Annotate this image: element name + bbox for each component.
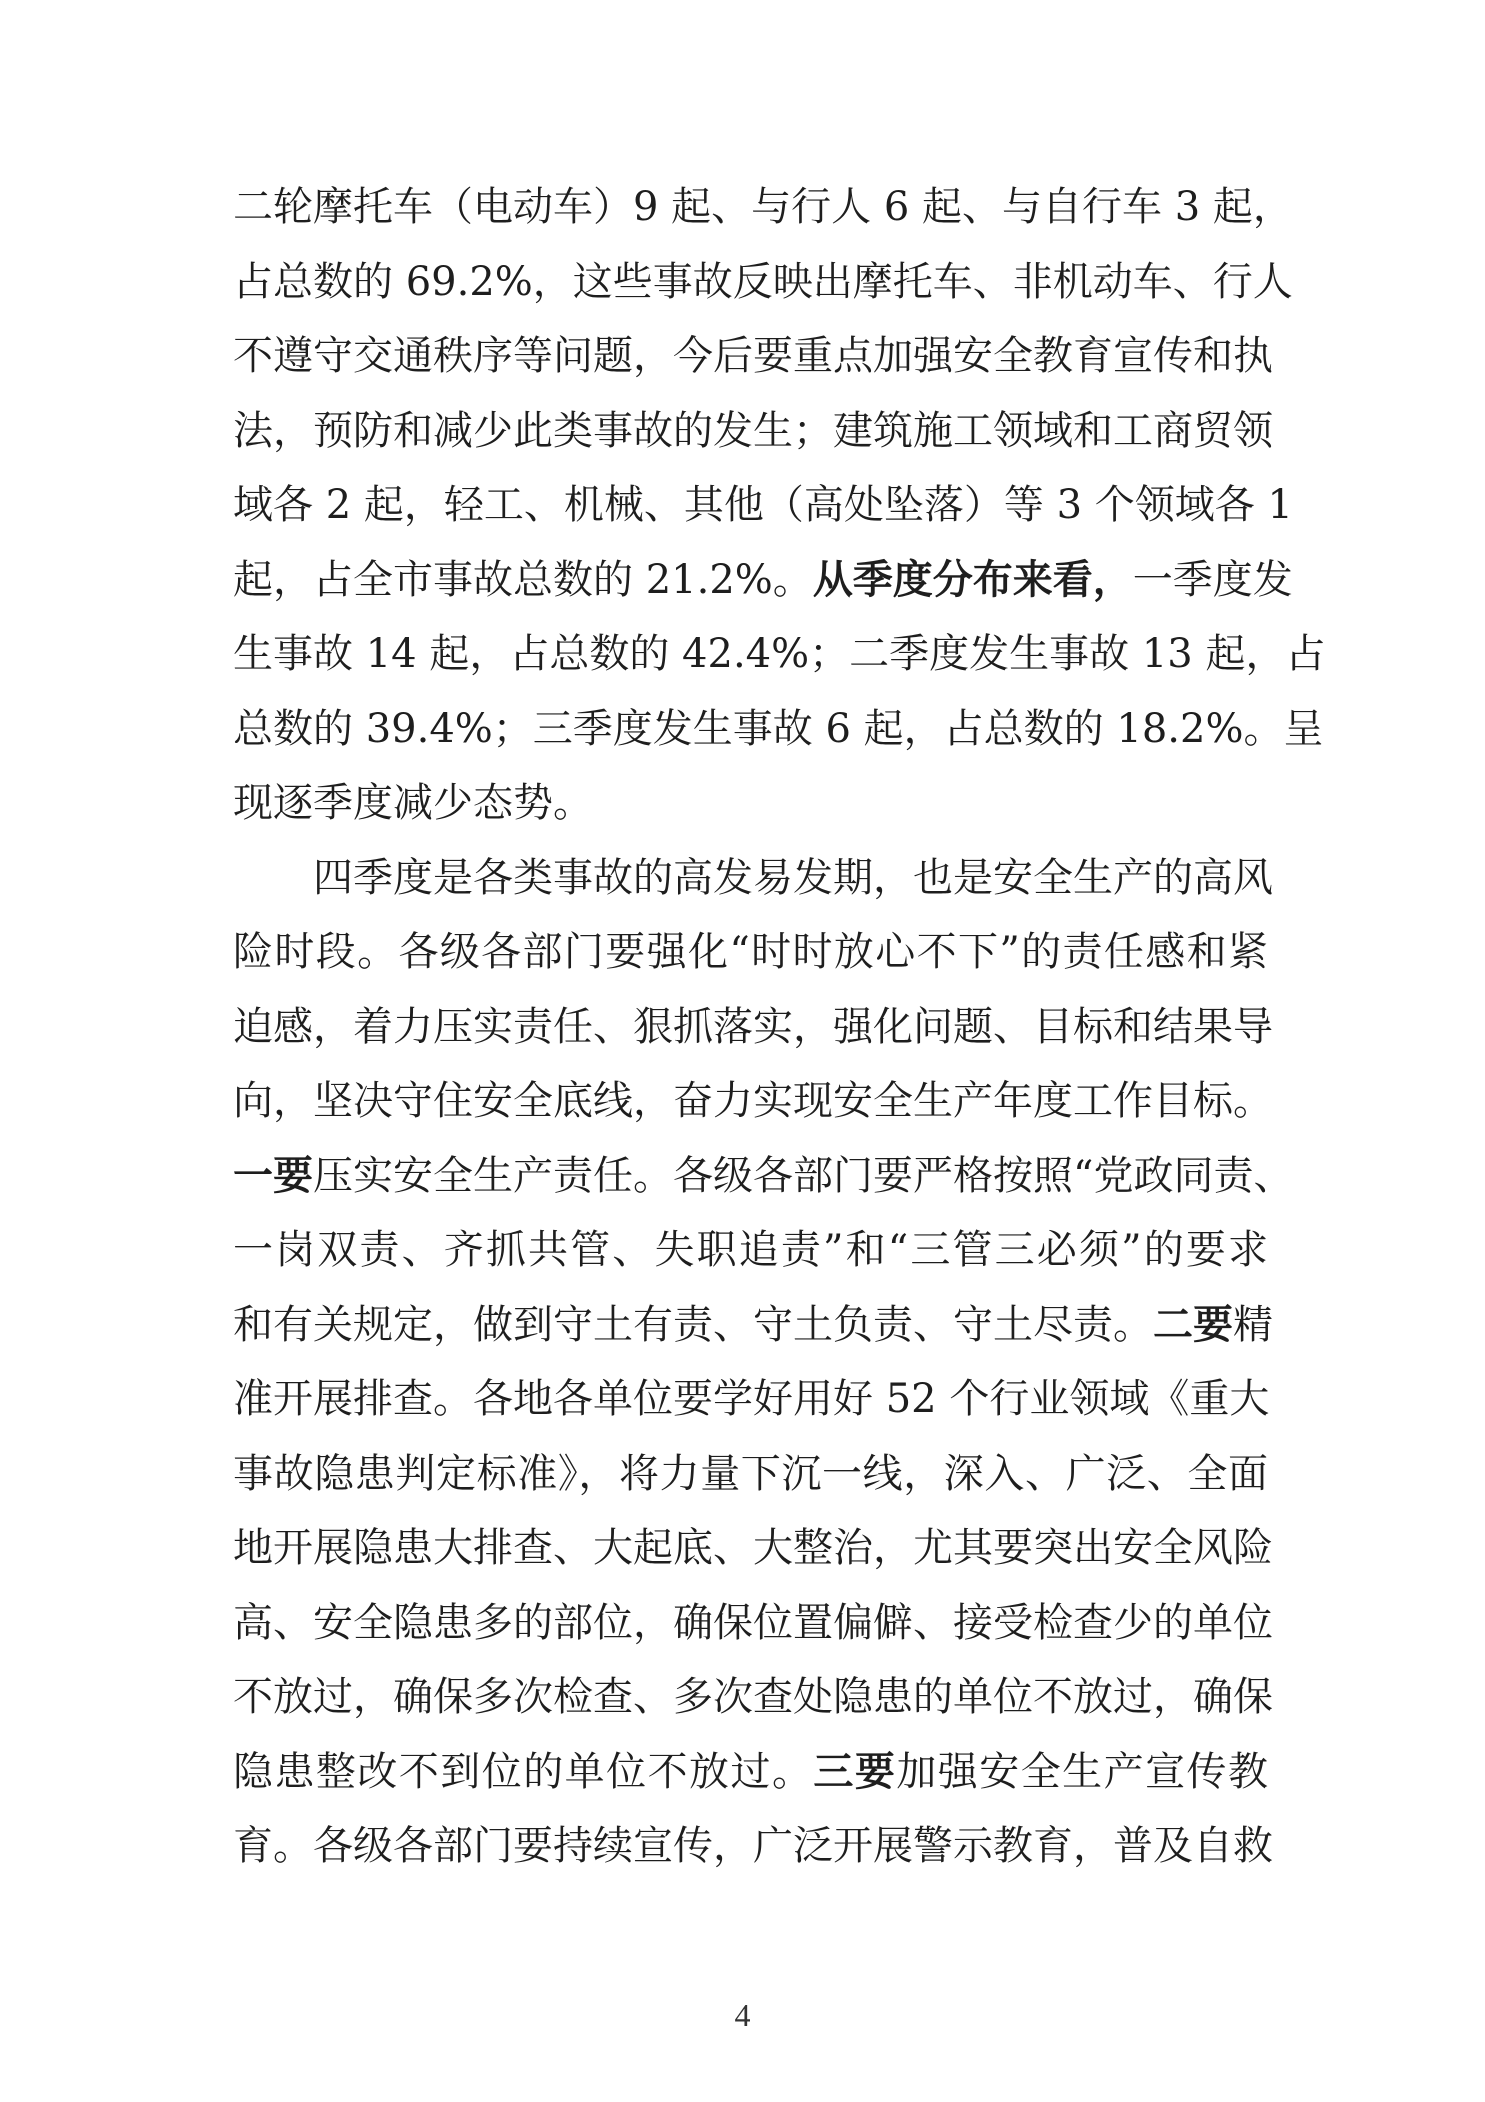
text-segment: 准开展排查。各地各单位要学好用好 52 个行业领域《重大 [233,1376,1270,1422]
text-line [233,1064,1273,1139]
text-line [233,1735,1268,1810]
text-segment: 精 [1233,1301,1273,1348]
text-line [233,692,1324,767]
text-line [233,841,1273,916]
text-segment: 一季度发 [1132,556,1293,603]
text-segment: 育。各级各部门要持续宣传，广泛开展警示教育，普及自救 [233,1823,1273,1869]
text-segment: 一岗双责、齐抓共管、失职追责”和“三管三必须”的要求 [233,1227,1268,1273]
text-line [233,394,1273,469]
text-segment: 不放过，确保多次检查、多次查处隐患的单位不放过，确保 [233,1674,1273,1720]
text-line [233,990,1273,1065]
text-segment: 高、安全隐患多的部位，确保位置偏僻、接受检查少的单位 [233,1599,1273,1646]
text-line [233,1586,1273,1661]
text-line [233,1511,1273,1586]
text-segment: 生事故 14 起，占总数的 42.4%；二季度发生事故 13 起，占 [233,631,1326,677]
text-segment: 迫感，着力压实责任、狠抓落实，强化问题、目标和结果导 [233,1003,1273,1050]
text-line [233,1362,1268,1437]
text-segment: 隐患整改不到位的单位不放过。 [233,1748,814,1795]
bold-text-segment: 从季度分布来看， [812,555,1133,603]
text-segment: 二轮摩托车（电动车）9 起、与行人 6 起、与自行车 3 起， [233,184,1293,230]
text-segment: 向，坚决守住安全底线，奋力实现安全生产年度工作目标。 [233,1078,1273,1124]
text-line [233,1288,1273,1363]
text-line [233,1809,1273,1884]
text-line [233,915,1268,990]
text-line [233,1213,1268,1288]
text-segment: 和有关规定，做到守土有责、守土负责、守土尽责。 [233,1301,1153,1348]
text-segment: 起，占全市事故总数的 21.2%。 [233,556,813,603]
text-segment: 事故隐患判定标准》，将力量下沉一线，深入、广泛、全面 [233,1450,1268,1497]
text-line [233,468,1293,543]
page-number: 4 [734,1997,751,2033]
text-segment: 四季度是各类事故的高发易发期，也是安全生产的高风 [313,854,1273,901]
text-line [233,245,1293,320]
text-segment: 域各 2 起，轻工、机械、其他（高处坠落）等 3 个领域各 1 [233,482,1293,528]
text-line [233,617,1326,692]
text-line [233,1437,1268,1512]
bold-text-segment: 三要 [813,1747,897,1795]
text-segment: 不遵守交通秩序等问题，今后要重点加强安全教育宣传和执 [233,333,1273,379]
text-line [233,1139,1294,1214]
text-segment: 总数的 39.4%；三季度发生事故 6 起，占总数的 18.2%。呈 [233,705,1324,752]
text-segment: 压实安全生产责任。各级各部门要严格按照“党政同责、 [313,1152,1294,1199]
body-text [233,170,1326,1884]
text-segment: 地开展隐患大排查、大起底、大整治，尤其要突出安全风险 [233,1525,1273,1571]
text-segment: 现逐季度减少态势。 [233,780,593,826]
text-segment: 法，预防和减少此类事故的发生；建筑施工领域和工商贸领 [233,407,1273,454]
text-line [233,170,1293,245]
text-line [233,766,1268,841]
text-segment: 加强安全生产宣传教 [896,1748,1269,1795]
text-segment: 险时段。各级各部门要强化“时时放心不下”的责任感和紧 [233,929,1268,975]
text-segment: 占总数的 69.2%，这些事故反映出摩托车、非机动车、行人 [233,258,1293,305]
text-line [233,1660,1273,1735]
bold-text-segment: 一要 [233,1151,313,1199]
text-line [233,319,1273,394]
bold-text-segment: 二要 [1153,1300,1233,1348]
text-line [233,543,1293,618]
